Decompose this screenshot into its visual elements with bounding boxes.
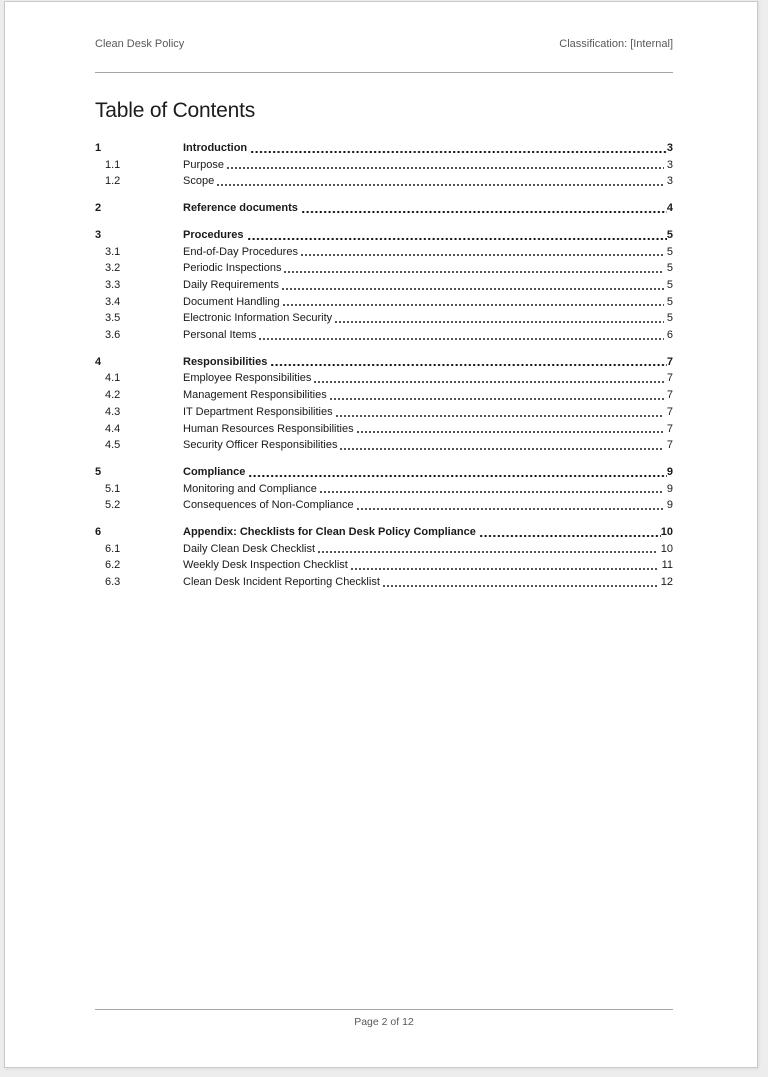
toc-leader-dots [382,574,658,591]
toc-entry[interactable] [95,354,673,371]
toc-leader-dots [281,277,664,294]
toc-entry-number: 6 [95,526,102,539]
toc-leader-dots [300,244,664,261]
toc-entry-label: Appendix: Checklists for Clean Desk Policy Compliance [183,526,476,539]
toc-entry-page: 5 [666,295,673,308]
header-document-title: Clean Desk Policy [95,38,185,50]
toc-entry-number: 1.2 [105,175,121,188]
toc-leader-dots [335,404,664,421]
toc-entry[interactable] [95,437,673,454]
toc-leader-dots [313,370,663,387]
toc-entry-number: 3.6 [105,329,121,342]
toc-entry-label: Electronic Information Security [183,312,333,325]
toc-entry-page: 10 [660,542,673,555]
toc-entry[interactable] [95,260,673,277]
toc-entry-label: Weekly Desk Inspection Checklist [183,559,348,572]
toc-entry-label: Human Resources Responsibilities [183,422,354,435]
toc-entry[interactable] [95,404,673,421]
toc-entry-label: Daily Requirements [183,278,279,291]
toc-entry-number: 5.2 [105,499,121,512]
toc-entry-number: 3.4 [105,295,121,308]
toc-leader-dots [270,354,667,371]
toc-entry[interactable] [95,574,673,591]
toc-leader-dots [339,437,663,454]
toc-entry-page: 5 [666,278,673,291]
page-number-text: Page 2 of 12 [354,1016,414,1028]
toc-entry-label: Clean Desk Incident Reporting Checklist [183,576,380,589]
toc-leader-dots [356,421,664,438]
toc-leader-dots [301,200,667,217]
toc-entry-page: 5 [666,262,673,275]
toc-entry-number: 2 [95,202,102,215]
toc-entry-label: Employee Responsibilities [183,372,312,385]
toc-leader-dots [317,541,658,558]
toc-entry-number: 3.3 [105,278,121,291]
toc-entry-page: 7 [666,422,673,435]
table-of-contents [95,140,673,591]
toc-leader-dots [226,157,664,174]
toc-entry-label: End-of-Day Procedures [183,245,298,258]
toc-leader-dots [216,173,664,190]
toc-entry[interactable] [95,327,673,344]
toc-entry-page: 7 [666,355,673,368]
header-classification: Classification: [Internal] [559,38,673,50]
toc-leader-dots [350,557,659,574]
toc-entry-label: Compliance [183,465,246,478]
toc-entry[interactable] [95,173,673,190]
toc-entry[interactable] [95,464,673,481]
toc-entry-number: 4.4 [105,422,121,435]
toc-entry[interactable] [95,157,673,174]
toc-entry[interactable] [95,421,673,438]
toc-entry-page: 7 [666,405,673,418]
toc-entry-page: 12 [660,576,673,589]
toc-entry-page: 11 [661,559,673,572]
toc-entry[interactable] [95,387,673,404]
toc-entry-label: Daily Clean Desk Checklist [183,542,316,555]
page-header [95,38,673,50]
toc-entry-page: 4 [666,202,673,215]
toc-entry-page: 9 [666,482,673,495]
toc-heading: Table of Contents [95,99,256,122]
toc-entry-page: 7 [666,389,673,402]
document-page [4,1,758,1068]
toc-entry-number: 3 [95,228,102,241]
toc-entry[interactable] [95,524,673,541]
toc-entry-page: 10 [660,526,673,539]
toc-entry-page: 7 [666,439,673,452]
toc-entry[interactable] [95,557,673,574]
toc-entry[interactable] [95,497,673,514]
toc-entry-page: 3 [666,158,673,171]
toc-entry-number: 4.3 [105,405,121,418]
toc-entry[interactable] [95,541,673,558]
toc-entry-number: 3.2 [105,262,121,275]
toc-entry-label: IT Department Responsibilities [183,405,333,418]
toc-entry[interactable] [95,310,673,327]
toc-leader-dots [247,227,667,244]
toc-entry-label: Reference documents [183,202,298,215]
toc-entry-page: 6 [666,329,673,342]
toc-entry-label: Monitoring and Compliance [183,482,317,495]
toc-entry-label: Responsibilities [183,355,268,368]
toc-leader-dots [356,497,664,514]
toc-entry-label: Introduction [183,142,248,154]
toc-entry-label: Periodic Inspections [183,262,282,275]
toc-leader-dots [319,481,664,498]
toc-entry-number: 6.1 [105,542,121,555]
toc-entry-page: 3 [666,175,673,188]
toc-entry[interactable] [95,277,673,294]
toc-leader-dots [258,327,664,344]
toc-entry-number: 3.1 [105,245,121,258]
toc-entry-number: 4.5 [105,439,121,452]
toc-entry-page: 3 [666,142,673,154]
toc-leader-dots [282,294,664,311]
page-footer [95,1009,673,1028]
toc-entry-label: Personal Items [183,329,257,342]
toc-entry-page: 9 [666,499,673,512]
toc-entry[interactable] [95,294,673,311]
toc-entry[interactable] [95,200,673,217]
toc-entry-page: 7 [666,372,673,385]
toc-entry-label: Security Officer Responsibilities [183,439,338,452]
toc-leader-dots [250,140,667,157]
toc-entry-number: 4 [95,355,102,368]
toc-entry-number: 6.2 [105,559,121,572]
toc-entry[interactable] [95,244,673,261]
header-rule [95,72,673,73]
toc-entry-number: 6.3 [105,576,121,589]
toc-entry-label: Procedures [183,228,244,241]
toc-entry[interactable] [95,227,673,244]
toc-entry[interactable] [95,370,673,387]
toc-entry-label: Consequences of Non-Compliance [183,499,354,512]
toc-entry-number: 1.1 [105,158,121,171]
toc-entry[interactable] [95,140,673,157]
toc-entry-label: Management Responsibilities [183,389,327,402]
toc-entry-number: 4.2 [105,389,121,402]
toc-entry[interactable] [95,481,673,498]
toc-entry-number: 4.1 [105,372,121,385]
toc-entry-number: 3.5 [105,312,121,325]
toc-entry-label: Document Handling [183,295,280,308]
toc-leader-dots [334,310,664,327]
toc-entry-number: 1 [95,142,102,154]
toc-leader-dots [329,387,664,404]
toc-entry-page: 9 [666,465,673,478]
toc-entry-number: 5.1 [105,482,121,495]
toc-leader-dots [479,524,661,541]
toc-leader-dots [248,464,667,481]
toc-entry-label: Scope [183,175,215,188]
toc-entry-number: 5 [95,465,102,478]
page-content [95,2,673,591]
toc-leader-dots [283,260,663,277]
toc-entry-page: 5 [666,228,673,241]
toc-entry-page: 5 [666,312,673,325]
toc-entry-label: Purpose [183,158,224,171]
toc-entry-page: 5 [666,245,673,258]
